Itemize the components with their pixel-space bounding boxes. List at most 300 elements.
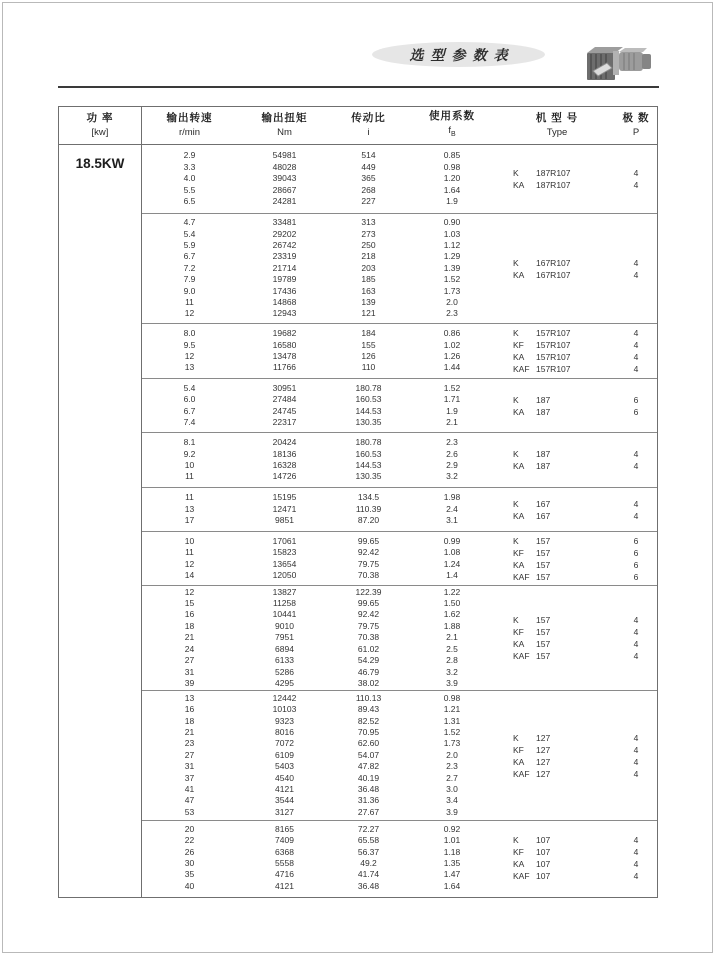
cell-ratio: 273 — [361, 228, 376, 239]
cell-service-factor: 1.62 — [443, 609, 461, 620]
page-title: 选型参数表 — [409, 46, 515, 63]
type-row — [499, 650, 657, 662]
type-column — [499, 145, 657, 213]
cell-torque: 5286 — [275, 666, 294, 677]
table-block — [142, 690, 657, 820]
cell-torque: 33481 — [272, 217, 297, 228]
cell-torque: 9851 — [275, 515, 294, 526]
type-model: 107 — [536, 871, 551, 881]
type-model: 157 — [536, 559, 551, 570]
table-row — [142, 609, 499, 620]
cell-speed: 27 — [184, 655, 195, 666]
cell-service-factor: 2.9 — [446, 460, 458, 470]
poles-value: 4 — [633, 768, 639, 779]
cell-service-factor: 1.9 — [446, 196, 458, 207]
cell-ratio: 203 — [361, 262, 376, 273]
cell-ratio: 56.37 — [357, 846, 380, 857]
numeric-rows — [142, 586, 499, 690]
cell-service-factor: 1.64 — [443, 880, 461, 891]
cell-speed: 16 — [184, 609, 195, 620]
cell-speed: 18 — [184, 715, 195, 726]
table-row — [142, 598, 499, 609]
cell-torque: 7951 — [275, 632, 294, 643]
cell-speed: 7.2 — [183, 262, 196, 273]
cell-ratio: 79.75 — [357, 620, 380, 631]
cell-service-factor: 1.9 — [446, 405, 458, 416]
cell-torque: 20424 — [272, 437, 297, 448]
type-row — [499, 547, 657, 559]
column-header-torque: 输出扭矩 Nm — [261, 112, 308, 138]
type-prefix: K — [513, 615, 519, 625]
table-row — [142, 761, 499, 772]
table-row — [142, 835, 499, 846]
cell-speed: 12 — [184, 308, 195, 319]
type-row — [499, 535, 657, 547]
type-prefix: K — [513, 732, 519, 743]
cell-ratio: 163 — [361, 285, 376, 296]
cell-speed: 5.4 — [183, 228, 196, 239]
cell-ratio: 70.38 — [357, 569, 380, 580]
cell-ratio: 514 — [361, 150, 376, 161]
poles-value: 6 — [633, 535, 639, 546]
cell-torque: 16580 — [272, 339, 297, 350]
cell-ratio: 160.53 — [355, 394, 382, 405]
poles-value: 4 — [633, 732, 639, 743]
cell-torque: 6109 — [275, 749, 294, 760]
cell-speed: 9.5 — [183, 339, 196, 350]
cell-ratio: 41.74 — [357, 869, 380, 880]
cell-speed: 13 — [184, 362, 195, 373]
cell-ratio: 27.67 — [357, 806, 380, 817]
numeric-rows — [142, 379, 499, 432]
table-row — [142, 340, 499, 351]
type-column — [499, 433, 657, 487]
cell-speed: 20 — [184, 823, 195, 834]
cell-speed: 53 — [184, 806, 195, 817]
table-row — [142, 858, 499, 869]
cell-service-factor: 3.2 — [446, 666, 458, 677]
poles-value: 4 — [633, 615, 639, 625]
numeric-rows — [142, 691, 499, 820]
table-block — [142, 531, 657, 585]
cell-ratio: 31.36 — [357, 795, 380, 806]
cell-torque: 17436 — [272, 285, 297, 296]
poles-value: 4 — [633, 859, 639, 869]
type-row — [499, 363, 657, 375]
cell-service-factor: 1.22 — [443, 586, 461, 597]
cell-service-factor: 1.01 — [443, 835, 461, 846]
table-block — [142, 378, 657, 432]
cell-ratio: 227 — [361, 196, 376, 207]
cell-service-factor: 1.39 — [443, 262, 461, 273]
cell-service-factor: 3.4 — [446, 795, 458, 806]
cell-service-factor: 2.8 — [446, 655, 458, 666]
cell-torque: 16328 — [272, 460, 297, 470]
cell-torque: 3127 — [275, 806, 294, 817]
cell-speed: 6.7 — [183, 405, 196, 416]
cell-torque: 4540 — [275, 772, 294, 783]
type-model: 157R107 — [536, 364, 571, 374]
cell-service-factor: 2.3 — [446, 437, 458, 448]
column-header-ratio: 传动比 i — [351, 112, 386, 138]
numeric-rows — [142, 324, 499, 378]
table-row — [142, 362, 499, 373]
type-column — [499, 324, 657, 378]
type-model: 157R107 — [536, 340, 571, 350]
type-prefix: KAF — [513, 768, 530, 779]
table-block — [142, 145, 657, 213]
cell-ratio: 121 — [361, 308, 376, 319]
cell-service-factor: 2.0 — [446, 749, 458, 760]
poles-value: 4 — [633, 835, 639, 845]
cell-service-factor: 3.9 — [446, 677, 458, 688]
numeric-rows — [142, 214, 499, 323]
cell-speed: 10 — [184, 460, 195, 470]
column-header-type: 机 型 号 Type — [535, 112, 579, 138]
cell-service-factor: 3.9 — [446, 806, 458, 817]
cell-ratio: 99.65 — [357, 598, 380, 609]
table-row — [142, 632, 499, 643]
cell-torque: 8165 — [275, 823, 294, 834]
cell-speed: 37 — [184, 772, 195, 783]
cell-speed: 6.5 — [183, 196, 196, 207]
table-row — [142, 847, 499, 858]
cell-service-factor: 0.98 — [443, 161, 461, 172]
cell-speed: 14 — [184, 569, 195, 580]
cell-service-factor: 0.90 — [443, 217, 461, 228]
data-column-headers — [142, 107, 657, 144]
cell-speed: 11 — [185, 471, 194, 482]
poles-value: 4 — [633, 510, 639, 521]
poles-value: 6 — [633, 406, 639, 417]
cell-service-factor: 0.85 — [443, 150, 461, 161]
cell-ratio: 155 — [361, 339, 376, 350]
numeric-rows — [142, 821, 499, 895]
cell-torque: 23319 — [272, 251, 297, 262]
cell-speed: 40 — [184, 880, 195, 891]
cell-service-factor: 1.52 — [443, 726, 461, 737]
type-model: 107 — [536, 835, 551, 845]
cell-torque: 4716 — [275, 869, 294, 880]
type-column — [499, 532, 657, 585]
table-row — [142, 587, 499, 598]
cell-ratio: 365 — [361, 173, 376, 184]
poles-value: 4 — [633, 651, 639, 661]
type-column — [499, 821, 657, 895]
type-prefix: K — [513, 835, 519, 845]
cell-service-factor: 1.35 — [443, 858, 461, 868]
cell-ratio: 268 — [361, 184, 376, 195]
cell-speed: 30 — [184, 858, 195, 868]
table-row — [142, 297, 499, 308]
table-row — [142, 150, 499, 161]
poles-value: 6 — [633, 571, 639, 582]
cell-torque: 5558 — [275, 858, 294, 868]
type-row — [499, 179, 657, 191]
type-prefix: KA — [513, 461, 525, 471]
cell-speed: 5.4 — [183, 382, 196, 393]
table-row — [142, 655, 499, 666]
cell-speed: 26 — [184, 846, 195, 857]
type-model: 157 — [536, 535, 551, 546]
table-row — [142, 784, 499, 795]
cell-service-factor: 1.73 — [443, 285, 461, 296]
type-column — [499, 488, 657, 531]
cell-torque: 39043 — [272, 173, 297, 184]
table-row — [142, 383, 499, 394]
type-row — [499, 460, 657, 472]
cell-torque: 15195 — [272, 492, 297, 503]
type-model: 167R107 — [536, 257, 571, 268]
type-column — [499, 214, 657, 323]
cell-speed: 22 — [184, 835, 195, 846]
type-row — [499, 327, 657, 339]
poles-value: 4 — [633, 847, 639, 857]
table-row — [142, 667, 499, 678]
type-row — [499, 406, 657, 418]
cell-torque: 15823 — [272, 547, 297, 558]
cell-service-factor: 1.73 — [443, 738, 461, 749]
table-row — [142, 185, 499, 196]
cell-speed: 2.9 — [183, 150, 196, 161]
cell-ratio: 126 — [361, 351, 376, 361]
cell-service-factor: 1.44 — [443, 362, 461, 373]
type-model: 187R107 — [536, 168, 571, 178]
table-row — [142, 406, 499, 417]
cell-torque: 9010 — [275, 620, 294, 631]
table-row — [142, 570, 499, 581]
type-prefix: KA — [513, 559, 525, 570]
poles-value: 4 — [633, 639, 639, 649]
cell-ratio: 49.2 — [360, 858, 377, 868]
cell-torque: 6894 — [275, 643, 294, 654]
cell-service-factor: 0.86 — [443, 328, 461, 339]
cell-torque: 24745 — [272, 405, 297, 416]
cell-torque: 17061 — [272, 535, 297, 546]
table-row — [142, 716, 499, 727]
type-prefix: KAF — [513, 651, 530, 661]
poles-value: 6 — [633, 547, 639, 558]
table-blocks — [142, 145, 657, 897]
cell-torque: 12471 — [272, 503, 297, 514]
poles-value: 4 — [633, 756, 639, 767]
type-prefix: KF — [513, 627, 524, 637]
cell-torque: 21714 — [272, 262, 297, 273]
type-prefix: KAF — [513, 364, 530, 374]
type-row — [499, 559, 657, 571]
cell-ratio: 54.07 — [357, 749, 380, 760]
table-row — [142, 738, 499, 749]
cell-speed: 21 — [184, 632, 195, 643]
table-row — [142, 308, 499, 319]
cell-speed: 7.9 — [183, 274, 196, 285]
type-row — [499, 269, 657, 281]
type-row — [499, 339, 657, 351]
cell-service-factor: 2.3 — [446, 308, 458, 319]
type-prefix: KAF — [513, 571, 530, 582]
table-row — [142, 750, 499, 761]
cell-speed: 11 — [185, 297, 194, 308]
type-row — [499, 870, 657, 882]
type-row — [499, 257, 657, 269]
table-block — [142, 820, 657, 895]
numeric-rows — [142, 145, 499, 213]
table-block — [142, 585, 657, 690]
poles-value: 4 — [633, 871, 639, 881]
column-header-speed: 输出转速 r/min — [166, 112, 213, 138]
cell-torque: 19682 — [272, 328, 297, 339]
selection-table — [58, 106, 658, 898]
type-prefix: KA — [513, 639, 525, 649]
type-column — [499, 691, 657, 820]
table-row — [142, 449, 499, 460]
type-model: 157 — [536, 627, 551, 637]
cell-ratio: 70.38 — [357, 632, 380, 643]
poles-value: 4 — [633, 364, 639, 374]
type-row — [499, 768, 657, 780]
table-row — [142, 678, 499, 689]
cell-service-factor: 2.4 — [446, 503, 458, 514]
cell-ratio: 250 — [361, 239, 376, 250]
cell-speed: 12 — [184, 351, 195, 361]
cell-ratio: 65.58 — [357, 835, 380, 846]
type-model: 167R107 — [536, 269, 571, 280]
table-row — [142, 621, 499, 632]
type-model: 157 — [536, 547, 551, 558]
cell-torque: 6368 — [275, 846, 294, 857]
poles-value: 4 — [633, 269, 639, 280]
type-prefix: K — [513, 168, 519, 178]
table-row — [142, 471, 499, 482]
type-model: 157 — [536, 639, 551, 649]
numeric-rows — [142, 532, 499, 585]
cell-torque: 5403 — [275, 761, 294, 772]
cell-ratio: 92.42 — [357, 547, 380, 558]
cell-ratio: 144.53 — [355, 405, 382, 416]
cell-speed: 3.3 — [183, 161, 196, 172]
cell-ratio: 122.39 — [355, 586, 382, 597]
cell-service-factor: 1.31 — [443, 715, 461, 726]
type-row — [499, 732, 657, 744]
cell-ratio: 87.20 — [357, 515, 380, 526]
type-model: 157 — [536, 615, 551, 625]
cell-torque: 29202 — [272, 228, 297, 239]
cell-ratio: 70.95 — [357, 726, 380, 737]
cell-torque: 22317 — [272, 416, 297, 427]
numeric-rows — [142, 433, 499, 487]
table-row — [142, 807, 499, 818]
cell-speed: 21 — [184, 726, 195, 737]
cell-torque: 6133 — [275, 655, 294, 666]
table-row — [142, 547, 499, 558]
table-row — [142, 504, 499, 515]
cell-speed: 39 — [184, 677, 195, 688]
cell-speed: 31 — [184, 666, 195, 677]
table-row — [142, 240, 499, 251]
cell-speed: 13 — [184, 692, 195, 703]
cell-ratio: 89.43 — [357, 704, 380, 715]
column-header-poles: 极 数 P — [622, 112, 650, 138]
column-header-service-factor: 使用系数 $f_B$ — [429, 110, 475, 138]
cell-ratio: 134.5 — [357, 492, 380, 503]
cell-torque: 4121 — [275, 880, 294, 891]
type-model: 157 — [536, 651, 551, 661]
table-row — [142, 229, 499, 240]
type-prefix: KA — [513, 406, 525, 417]
cell-torque: 48028 — [272, 161, 297, 172]
type-row — [499, 858, 657, 870]
cell-ratio: 61.02 — [357, 643, 380, 654]
table-row — [142, 286, 499, 297]
poles-value: 4 — [633, 168, 639, 178]
cell-speed: 18 — [184, 620, 195, 631]
cell-service-factor: 1.29 — [443, 251, 461, 262]
cell-ratio: 110.39 — [355, 503, 382, 514]
cell-torque: 7409 — [275, 835, 294, 846]
type-model: 187R107 — [536, 180, 571, 190]
type-model: 187 — [536, 461, 551, 471]
type-column — [499, 379, 657, 432]
cell-speed: 11 — [185, 547, 194, 558]
table-row — [142, 460, 499, 471]
cell-speed: 10 — [184, 535, 195, 546]
table-row — [142, 162, 499, 173]
type-prefix: KA — [513, 756, 525, 767]
cell-torque: 10103 — [272, 704, 297, 715]
cell-service-factor: 1.02 — [443, 339, 461, 350]
cell-torque: 27484 — [272, 394, 297, 405]
cell-ratio: 449 — [361, 161, 376, 172]
gear-motor-icon — [583, 43, 657, 86]
cell-service-factor: 2.6 — [446, 448, 458, 459]
cell-ratio: 40.19 — [357, 772, 380, 783]
poles-value: 6 — [633, 394, 639, 405]
table-row — [142, 173, 499, 184]
cell-service-factor: 0.98 — [443, 692, 461, 703]
table-body — [59, 145, 657, 897]
type-prefix: K — [513, 535, 519, 546]
type-prefix: KF — [513, 847, 524, 857]
cell-speed: 11 — [185, 492, 194, 503]
type-prefix: K — [513, 394, 519, 405]
header-rule — [58, 86, 659, 88]
type-prefix: K — [513, 328, 519, 338]
type-prefix: KA — [513, 510, 525, 521]
cell-speed: 5.5 — [183, 184, 196, 195]
cell-speed: 12 — [184, 558, 195, 569]
power-value: 18.5KW — [59, 145, 142, 897]
cell-ratio: 218 — [361, 251, 376, 262]
cell-ratio: 38.02 — [357, 677, 380, 688]
cell-service-factor: 3.1 — [446, 515, 458, 526]
cell-service-factor: 1.08 — [443, 547, 461, 558]
type-model: 157R107 — [536, 352, 571, 362]
cell-torque: 7072 — [275, 738, 294, 749]
cell-service-factor: 2.5 — [446, 643, 458, 654]
title-banner — [372, 42, 545, 67]
table-row — [142, 693, 499, 704]
type-model: 187 — [536, 394, 551, 405]
type-prefix: K — [513, 449, 519, 459]
cell-ratio: 110.13 — [355, 692, 382, 703]
table-row — [142, 492, 499, 503]
cell-speed: 9.0 — [183, 285, 196, 296]
type-prefix: KA — [513, 859, 525, 869]
table-row — [142, 515, 499, 526]
poles-value: 4 — [633, 328, 639, 338]
table-row — [142, 824, 499, 835]
numeric-rows — [142, 488, 499, 531]
